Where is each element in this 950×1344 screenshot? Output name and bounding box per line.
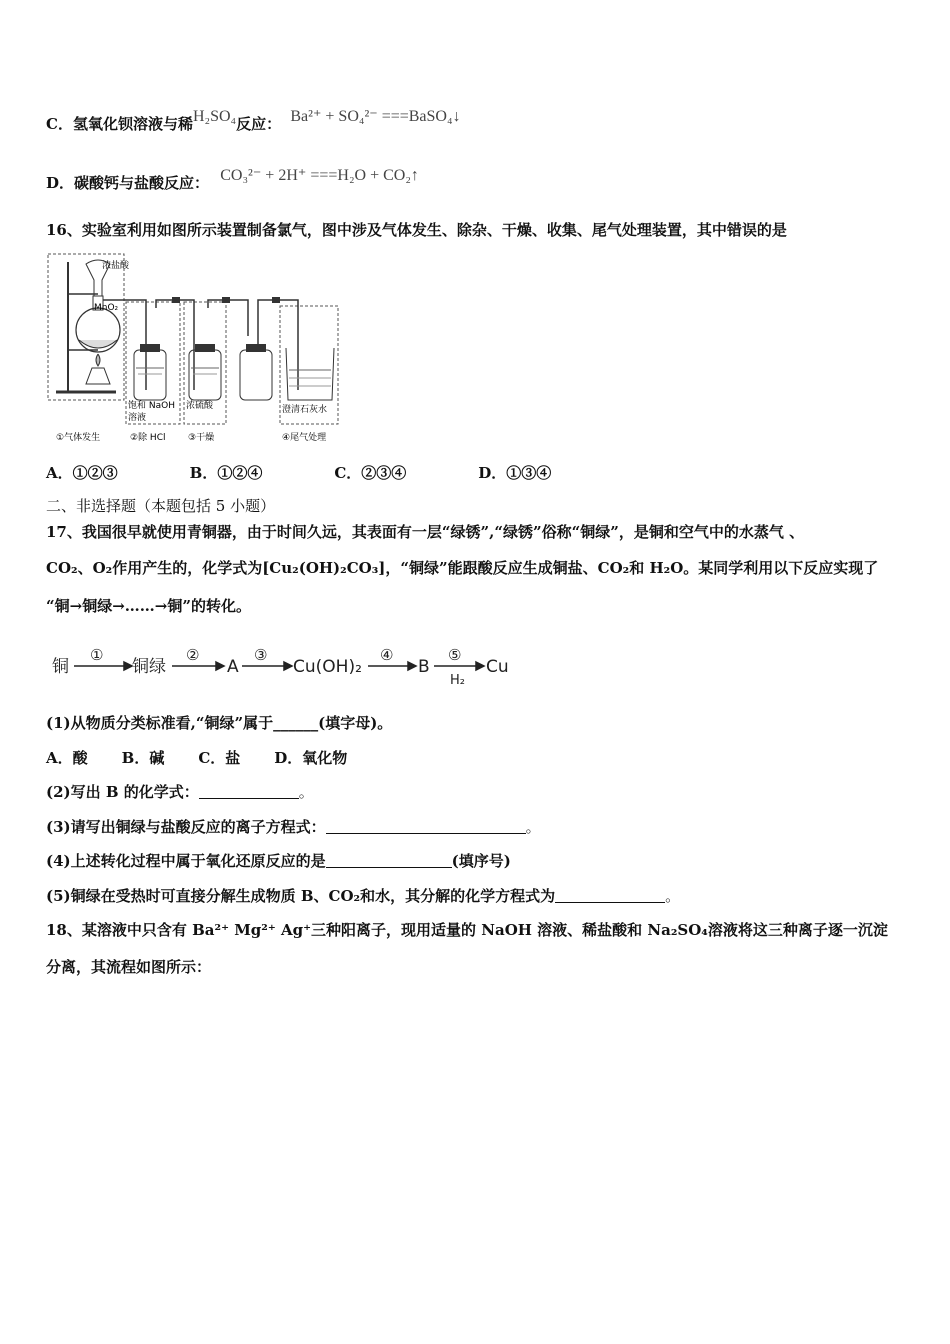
bottle-naoh [134, 350, 166, 400]
bottle-collect [240, 350, 272, 400]
q18-line-2: 分离，其流程如图所示： [46, 958, 212, 976]
q17-part-5-text: (5)铜绿在受热时可直接分解生成物质 B、CO₂和水，其分解的化学方程式为 [46, 887, 556, 905]
q18-line-1: 18、某溶液中只含有 Ba²⁺ Mg²⁺ Ag⁺三种阳离子，现用适量的 NaOH 溶液、稀盐酸和 Na₂SO₄溶液将这三种离子逐一沉淀 [46, 921, 888, 939]
label-h2so4: 浓硫酸 [186, 401, 214, 411]
step-1-marker: ① [90, 646, 104, 664]
label-solution: 溶液 [128, 413, 147, 423]
chain-a: A [227, 657, 239, 677]
q17-part-4-text: (4)上述转化过程中属于氧化还原反应的是 [46, 852, 326, 870]
answer-blank-2[interactable] [199, 784, 299, 799]
q15-option-c-equation: Ba²⁺ + SO₄²⁻ ===BaSO₄↓ [290, 108, 461, 125]
caption-3: ③干燥 [188, 433, 215, 443]
q15-option-c-label: C．氢氧化钡溶液与稀 [46, 115, 193, 133]
alcohol-lamp [86, 368, 110, 384]
q16-option-d: D．①③④ [478, 464, 552, 482]
q17-part-4 [46, 851, 511, 871]
q17-part-5-period: 。 [665, 887, 681, 905]
q17-line-1: 17、我国很早就使用青铜器，由于时间久远，其表面有一层“绿锈”,“绿锈”俗称“铜绿”，是铜和空气中的水蒸气 、 [46, 523, 805, 541]
caption-2: ②除 HCl [130, 433, 166, 443]
label-limewater: 澄清石灰水 [282, 405, 328, 415]
q16-stem [46, 220, 787, 240]
apparatus-figure [46, 250, 346, 450]
answer-blank-5[interactable] [555, 888, 665, 903]
answer-blank-3[interactable] [326, 819, 526, 834]
q16-options [46, 463, 623, 483]
caption-1: ①气体发生 [56, 433, 101, 443]
q16-option-a: A．①②③ [46, 464, 118, 482]
q15-option-d-label: D．碳酸钙与盐酸反应： [46, 174, 210, 192]
q17-option-a: A．酸 [46, 749, 88, 767]
chain-copper: 铜 [52, 657, 69, 677]
q17-part-2-text: (2)写出 B 的化学式： [46, 783, 199, 801]
chain-b: B [418, 657, 430, 677]
q17-option-d: D．氧化物 [274, 749, 348, 767]
chain-verdigris: 铜绿 [132, 657, 166, 677]
caption-4: ④尾气处理 [282, 433, 327, 443]
label-naoh: 饱和 NaOH [128, 401, 175, 411]
q17-part-2 [46, 782, 314, 802]
q17-line-3: “铜→铜绿→……→铜”的转化。 [46, 597, 251, 615]
q16-stem-text: 16、实验室利用如图所示装置制备氯气，图中涉及气体发生、除杂、干燥、收集、尾气处理装置，其中错误的是 [46, 221, 787, 239]
q17-part-1-options [46, 748, 381, 768]
q17-part-3-text: (3)请写出铜绿与盐酸反应的离子方程式： [46, 818, 326, 836]
step-5-marker: ⑤ [448, 646, 462, 664]
q17-part-5 [46, 886, 680, 906]
step-5-reagent: H₂ [450, 673, 465, 688]
step-2-marker: ② [186, 646, 200, 664]
q15-option-d [46, 167, 419, 194]
q15-option-d-equation: CO₃²⁻ + 2H⁺ ===H₂O + CO₂↑ [220, 167, 419, 184]
q16-option-c: C．②③④ [334, 464, 407, 482]
q15-option-c-reagent: H₂SO₄ [192, 108, 237, 125]
q16-option-b: B．①②④ [189, 464, 263, 482]
q17-option-b: B．碱 [121, 749, 165, 767]
q17-part-3-period: 。 [525, 818, 541, 836]
chain-cuoh2: Cu(OH)₂ [293, 657, 362, 677]
step-4-marker: ④ [380, 646, 394, 664]
q15-option-c [46, 108, 461, 135]
beaker [286, 348, 334, 400]
q17-line-2: CO₂、O₂作用产生的，化学式为[Cu₂(OH)₂CO₃]，“铜绿”能跟酸反应生成铜盐、CO₂和 H₂O。某同学利用以下反应实现了 [46, 559, 879, 577]
section-heading: 二、非选择题（本题包括 5 小题） [46, 497, 276, 515]
conversion-chain [46, 640, 526, 690]
label-hcl: 浓盐酸 [102, 261, 130, 271]
q17-part-3 [46, 817, 541, 837]
chain-cu: Cu [486, 657, 509, 677]
label-mno2: MnO₂ [94, 303, 119, 313]
box-gas-generation [48, 254, 124, 400]
q17-option-c: C．盐 [198, 749, 241, 767]
step-3-marker: ③ [254, 646, 268, 664]
q15-option-c-suffix: 反应： [236, 115, 282, 133]
q17-part-4-suffix: (填序号) [451, 852, 511, 870]
q17-part-1: (1)从物质分类标准看,“铜绿”属于______(填字母)。 [46, 714, 393, 732]
answer-blank-4[interactable] [326, 853, 452, 868]
q17-part-2-period: 。 [298, 783, 314, 801]
